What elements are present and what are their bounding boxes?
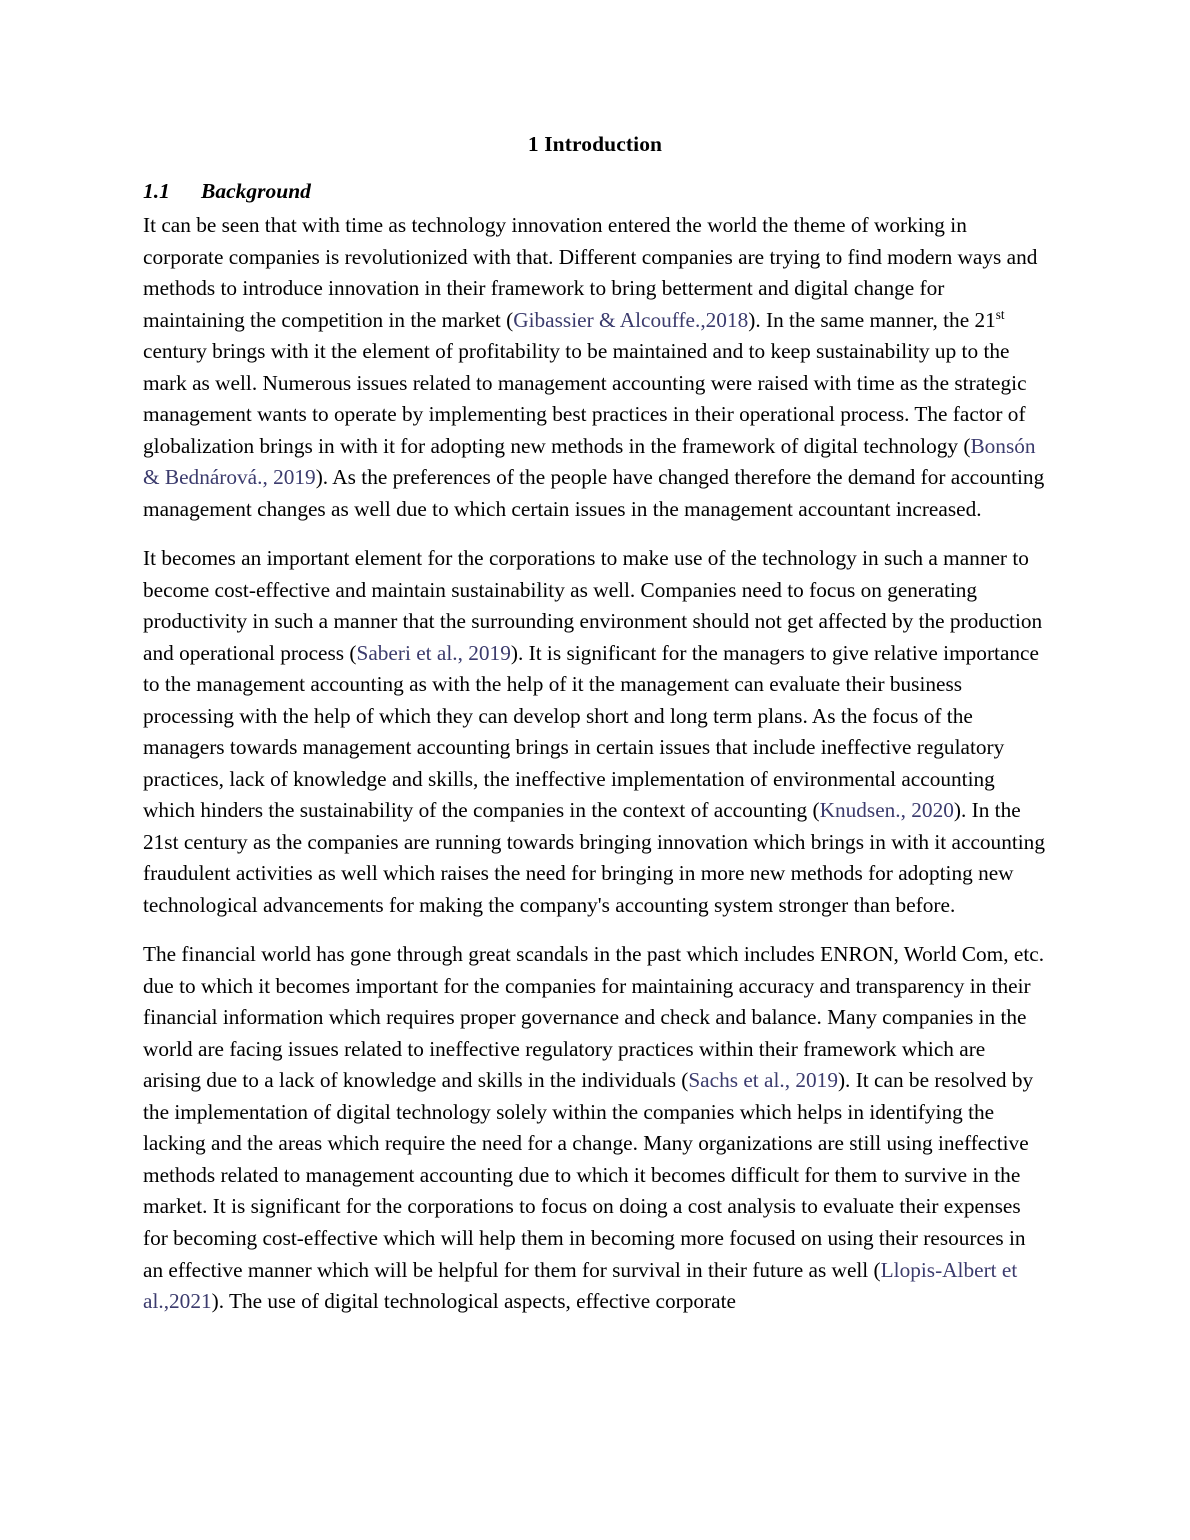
section-number: 1.1 — [143, 179, 170, 203]
paragraph — [143, 210, 1047, 525]
text-run: ). It is significant for the managers to give relative importance to the management accounting as with the help of it the management can evaluate their business processing with the help of which they can develop short and long term plans. As the focus of the managers towards management accounting brings in certain issues that include ineffective regulatory practices, lack of knowledge and skills, the ineffective implementation of environmental accounting which hinders the sustainability of the companies in the context of accounting ( — [143, 640, 1039, 823]
inline-citation: Knudsen., 2020 — [819, 798, 954, 823]
text-run: ). The use of digital technological aspects, effective corporate — [211, 1289, 736, 1314]
text-run: century brings with it the element of profitability to be maintained and to keep sustainability up to the mark as well. Numerous issues related to management accounting were raised with time as the strategic management wants to operate by implementing best practices in their operational process. The factor of globalization brings in with it for adopting new methods in the framework of digital technology ( — [143, 339, 1027, 458]
text-run: ). In the same manner, the 21 — [748, 307, 996, 332]
inline-citation: Saberi et al., 2019 — [356, 640, 511, 665]
inline-citation: Llopis-Albert et al.,2021 — [143, 1257, 1018, 1314]
section-name: Background — [201, 179, 311, 203]
paragraph — [143, 543, 1047, 921]
inline-citation: Bonsón & Bednárová., 2019 — [143, 433, 1036, 490]
text-run: It can be seen that with time as technology innovation entered the world the theme of working in corporate companies is revolutionized with that. Different companies are trying to find modern ways and methods to introduce innovation in their framework to bring betterment and digital change for maintaining the competition in the market ( — [143, 213, 1038, 332]
text-run: It becomes an important element for the corporations to make use of the technology in such a manner to become cost-effective and maintain sustainability as well. Companies need to focus on generating productivity in such a manner that the surrounding environment should not get affected by the production and operational process ( — [143, 546, 1043, 665]
text-run: The financial world has gone through great scandals in the past which includes ENRON, World Com, etc. due to which it becomes important for the companies for maintaining accuracy and transparency in their financial information which requires proper governance and check and balance. Many companies in the world are facing issues related to ineffective regulatory practices within their framework which are arising due to a lack of knowledge and skills in the individuals ( — [143, 942, 1045, 1093]
text-run: ). As the preferences of the people have changed therefore the demand for accounting management changes as well due to which certain issues in the management accountant increased. — [143, 465, 1045, 521]
paragraph — [143, 939, 1047, 1317]
text-run: ). It can be resolved by the implementation of digital technology solely within the companies which helps in identifying the lacking and the areas which require the need for a change. Many organizations are still using ineffective methods related to management accounting due to which it becomes difficult for them to survive in the market. It is significant for the corporations to focus on doing a cost analysis to evaluate their expenses for becoming cost-effective which will help them in becoming more focused on using their resources in an effective manner which will be helpful for them for survival in their future as well ( — [143, 1068, 1034, 1282]
inline-citation: Sachs et al., 2019 — [688, 1068, 838, 1093]
inline-citation: Gibassier & Alcouffe.,2018 — [513, 307, 749, 332]
section-heading — [143, 179, 1047, 204]
page-title: 1 Introduction — [527, 132, 663, 156]
superscript-ordinal: st — [995, 306, 1005, 322]
text-run: ). In the 21st century as the companies are running towards bringing innovation which brings in with it accounting fraudulent activities as well which raises the need for bringing in more new methods for adopting new technological advancements for making the company's accounting system stronger than before. — [143, 798, 1045, 917]
body-content — [143, 210, 1047, 1318]
